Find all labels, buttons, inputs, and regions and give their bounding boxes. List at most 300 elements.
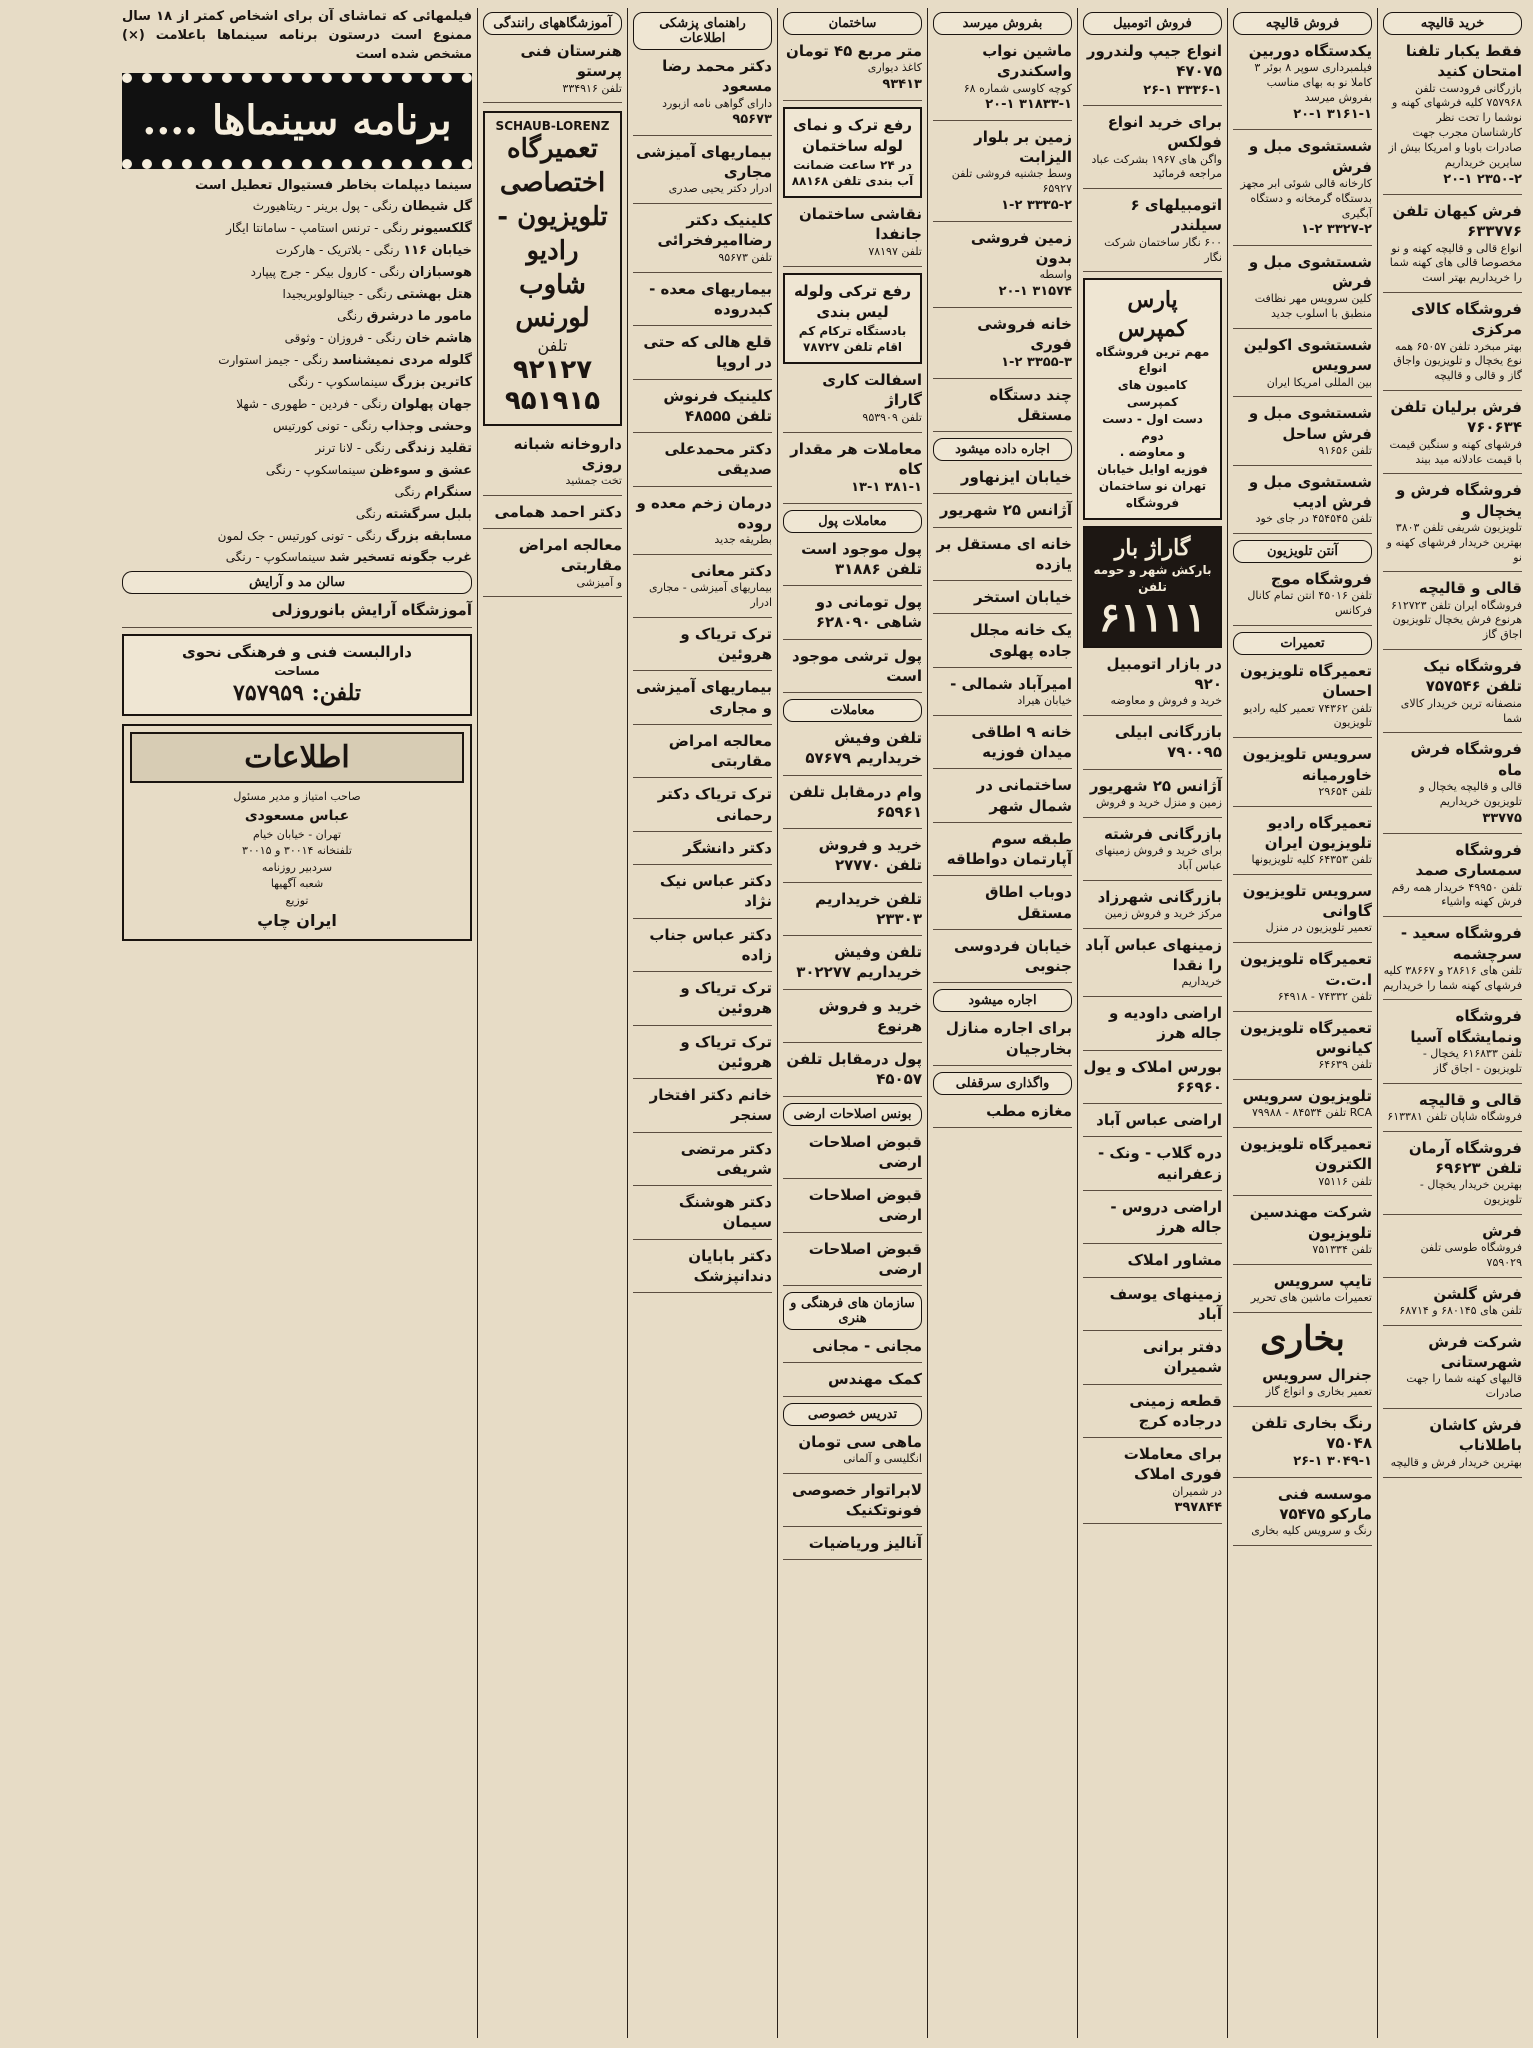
divider bbox=[933, 580, 1072, 581]
ad-title: آژانس ۲۵ شهریور bbox=[939, 501, 1072, 520]
ad-body: تلفن ۹۵۶۷۳ bbox=[718, 250, 772, 264]
cinema-entry bbox=[122, 286, 472, 304]
film-detail: رنگی - تونی کورتیس - جک لمون bbox=[217, 528, 382, 543]
classified-ad bbox=[783, 539, 922, 580]
film-title: عشق و سوءظن bbox=[369, 462, 472, 478]
ad-body: واسطه bbox=[1039, 268, 1072, 282]
masthead-row: سردبیر روزنامه bbox=[261, 860, 333, 874]
cinema-entry bbox=[122, 506, 472, 524]
schaub-phone: ۹۵۱۹۱۵ bbox=[504, 386, 601, 417]
divider bbox=[633, 1185, 772, 1186]
ad-list bbox=[633, 56, 772, 1293]
ad-title: دکتر هوشنگ سیمان bbox=[678, 1193, 772, 1232]
classified-ad bbox=[933, 620, 1072, 661]
ad-list bbox=[783, 204, 922, 266]
divider bbox=[1383, 571, 1522, 572]
ad-phone: ۲۳۵۰-۲ ۲۰-۱ bbox=[1443, 171, 1522, 187]
ad-list bbox=[1233, 569, 1372, 626]
section-header: بفروش میرسد bbox=[933, 12, 1072, 35]
divider bbox=[783, 1042, 922, 1043]
classified-ad bbox=[122, 600, 472, 620]
divider bbox=[1233, 129, 1372, 130]
column-carpet-buy bbox=[1377, 8, 1527, 2038]
ad-body: تلفن ۴۵۴۵۴۵ در جای خود bbox=[1255, 512, 1372, 526]
ad-body: بهترین خریدار یخچال - تلویزیون bbox=[1419, 1178, 1522, 1207]
divider bbox=[483, 528, 622, 529]
classified-ad bbox=[1083, 1197, 1222, 1238]
garage-line: بارکش شهر و حومه bbox=[1093, 563, 1212, 578]
divider bbox=[783, 935, 922, 936]
divider bbox=[783, 639, 922, 640]
ad-body: دارای گواهی نامه ازبورد bbox=[662, 96, 772, 110]
ad-title: خیابان ایزنهاور bbox=[960, 468, 1072, 487]
ad-title: شستشوی مبل و فرش bbox=[1248, 137, 1372, 176]
classified-ad bbox=[633, 439, 772, 480]
film-title: سنگرام bbox=[424, 484, 472, 500]
divider bbox=[1383, 194, 1522, 195]
ad-title: تایپ سرویس bbox=[1273, 1271, 1372, 1290]
ad-body: رنگ و سرویس کلیه بخاری bbox=[1251, 1524, 1372, 1538]
ad-title: ماهی سی تومان bbox=[798, 1432, 922, 1451]
classified-ad bbox=[1233, 813, 1372, 868]
divider bbox=[933, 1065, 1072, 1066]
film-title: خیابان ۱۱۶ bbox=[403, 243, 472, 259]
ad-body: تلفن ۷۵۱۱۶ bbox=[1318, 1174, 1372, 1188]
classified-ad bbox=[1083, 1003, 1222, 1044]
ad-body: تخت جمشید bbox=[565, 474, 622, 487]
ad-title: یکدستگاه دوربین bbox=[1248, 42, 1372, 60]
divider bbox=[1083, 996, 1222, 997]
ad-body: خرید و فروش و معاوضه bbox=[1110, 694, 1222, 708]
divider bbox=[1083, 1243, 1222, 1244]
divider bbox=[1383, 833, 1522, 834]
ad-title: طبقه سوم آپارتمان دواطاقه bbox=[946, 829, 1072, 869]
ad-list bbox=[933, 1018, 1072, 1066]
section-header: سازمان های فرهنگی و هنری bbox=[783, 1292, 922, 1330]
classified-ad bbox=[1233, 1202, 1372, 1257]
cinema-intro: فیلمهائی که تماشای آن برای اشخاص کمتر از ۱۸ سال ممنوع است درستون برنامه سینماها باعلامت (×) مشخص شده است bbox=[122, 9, 472, 62]
classified-ad bbox=[1233, 1134, 1372, 1189]
classified-ad bbox=[1233, 41, 1372, 123]
masthead-row: تلفنخانه ۳۰۰۱۴ و ۳۰۰۱۵ bbox=[242, 844, 352, 858]
ad-title: زمین بر بلوار الیزابت bbox=[974, 127, 1072, 167]
divider bbox=[783, 432, 922, 433]
ad-body: RCA تلفن ۸۴۵۳۴ - ۷۹۹۸۸ bbox=[1251, 1106, 1372, 1120]
divider bbox=[933, 982, 1072, 983]
divider bbox=[633, 1132, 772, 1133]
section-header: فروش قالیچه bbox=[1233, 12, 1372, 35]
section-header: راهنمای پزشکی اطلاعات bbox=[633, 12, 772, 50]
classified-ad bbox=[1233, 472, 1372, 527]
film-detail: رنگی bbox=[394, 484, 421, 499]
classified-ad bbox=[633, 925, 772, 966]
classified-ad bbox=[783, 1049, 922, 1090]
cinema-entry bbox=[122, 242, 472, 260]
divider bbox=[933, 875, 1072, 876]
classified-ad bbox=[933, 1101, 1072, 1121]
design-line: مساحت bbox=[274, 663, 320, 678]
divider bbox=[783, 1396, 922, 1397]
divider bbox=[1233, 245, 1372, 246]
ad-title: برای اجاره منازل بخارجیان bbox=[945, 1019, 1072, 1058]
ad-title: فروشگاه کالای مرکزی bbox=[1411, 300, 1522, 339]
ettelaat-masthead bbox=[122, 724, 472, 941]
divider bbox=[933, 378, 1072, 379]
classified-ad bbox=[1383, 656, 1522, 726]
ad-title: قطعه زمینی درجاده کرج bbox=[1129, 1391, 1222, 1430]
divider bbox=[1233, 806, 1372, 807]
pars-line: مهم ترین فروشگاه انواع bbox=[1095, 344, 1210, 376]
ad-title: بازرگانی شهرزاد bbox=[1097, 887, 1222, 906]
ad-body: تلفن ۷۸۱۹۷ bbox=[868, 244, 922, 258]
ad-title: دفتر برانی شمیران bbox=[1142, 1338, 1222, 1377]
divider bbox=[122, 627, 472, 628]
ad-body: بهترین خریدار فرش و قالیچه bbox=[1390, 1455, 1522, 1469]
section-header: معاملات پول bbox=[783, 510, 922, 533]
pars-line: کامیون های کمپرسی bbox=[1117, 378, 1188, 409]
ad-body: تلفن ۹۱۶۵۶ bbox=[1318, 443, 1372, 457]
classified-ad bbox=[1083, 1143, 1222, 1184]
divider bbox=[1383, 649, 1522, 650]
ad-body: بیماریهای آمیزشی - مجاری ادرار bbox=[649, 581, 772, 610]
divider bbox=[1083, 1384, 1222, 1385]
ad-list bbox=[483, 41, 622, 103]
ad-body: در شمیران bbox=[1172, 1484, 1222, 1498]
ad-title: بیماریهای معده - کبدروده bbox=[649, 279, 772, 318]
divider bbox=[783, 1473, 922, 1474]
ad-body: ادرار دکتر یحیی صدری bbox=[668, 182, 772, 196]
divider bbox=[1233, 1312, 1372, 1313]
section-header: بونس اصلاحات ارضی bbox=[783, 1103, 922, 1126]
divider bbox=[633, 831, 772, 832]
classified-ad bbox=[783, 835, 922, 876]
classified-ad bbox=[783, 942, 922, 983]
film-title: وحشی وجذاب bbox=[381, 418, 472, 434]
classified-ad bbox=[633, 871, 772, 912]
divider bbox=[483, 596, 622, 597]
column-auto bbox=[1077, 8, 1227, 2038]
ad-body: برای خرید و فروش زمینهای عباس آباد bbox=[1095, 843, 1222, 872]
section-header: تدریس خصوصی bbox=[783, 1403, 922, 1426]
divider bbox=[633, 1025, 772, 1026]
film-title: هوسبازان bbox=[408, 265, 472, 281]
ad-title: خیابان استخر bbox=[973, 588, 1072, 607]
classified-ad bbox=[1083, 1057, 1222, 1098]
section-header: واگذاری سرقفلی bbox=[933, 1072, 1072, 1095]
classified-ad bbox=[483, 41, 622, 96]
ad-phone: ۳۳۳۶-۱ ۲۶-۱ bbox=[1143, 82, 1222, 98]
schaub-brand: SCHAUB-LORENZ bbox=[495, 119, 610, 134]
film-detail: سینماسکوپ - رنگی bbox=[225, 550, 326, 565]
classified-ad bbox=[633, 784, 772, 825]
divider bbox=[1383, 999, 1522, 1000]
design-line: دارالبست فنی و فرهنگی نحوی bbox=[181, 642, 413, 661]
ad-body: تعمیر تلویزیون در منزل bbox=[1265, 921, 1372, 935]
classified-ad bbox=[1083, 1444, 1222, 1517]
garage-title: گاراژ بار bbox=[1114, 534, 1191, 561]
ad-phone: ۳۳۷۷۵ bbox=[1482, 810, 1522, 826]
classified-ad bbox=[1233, 569, 1372, 619]
ad-title: ترک تریاک و هروئین bbox=[680, 1032, 772, 1071]
box-line: در ۲۴ ساعت ضمانت آب بندی تلفن ۸۸۱۶۸ bbox=[791, 157, 914, 189]
divider bbox=[783, 989, 922, 990]
ad-title: هنرستان فنی پرستو bbox=[520, 42, 622, 81]
classified-ad bbox=[1083, 654, 1222, 709]
ad-title: تعمیرگاه تلویزیون احسان bbox=[1239, 662, 1372, 701]
divider bbox=[633, 379, 772, 380]
classified-ad bbox=[633, 1246, 772, 1287]
ad-title: شستشوی اکولین سرویس bbox=[1243, 336, 1372, 375]
classified-ad bbox=[783, 889, 922, 930]
pipe-repair-ad bbox=[783, 107, 922, 199]
divider bbox=[1083, 271, 1222, 272]
ad-phone: ۳۱۸۳۳-۱ ۲۰-۱ bbox=[985, 97, 1072, 113]
ad-title: متر مربع ۴۵ تومان bbox=[786, 42, 922, 60]
classified-ad bbox=[783, 996, 922, 1037]
ad-title: پول ترشی موجود است bbox=[792, 646, 922, 685]
ad-list bbox=[783, 370, 922, 503]
ad-title: ماشین نواب واسکندری bbox=[982, 42, 1072, 81]
divider bbox=[1233, 1195, 1372, 1196]
classified-ad bbox=[783, 1132, 922, 1173]
column-construction bbox=[777, 8, 927, 2038]
ad-body: فروشگاه طوسی تلفن ۷۵۹۰۲۹ bbox=[1420, 1241, 1522, 1270]
film-detail: سینماسکوپ - رنگی bbox=[265, 462, 366, 477]
ad-title: خانه فروشی فوری bbox=[977, 314, 1072, 353]
divider bbox=[1083, 715, 1222, 716]
classified-ad bbox=[933, 829, 1072, 870]
ad-title: فروشگاه سعید - سرچشمه bbox=[1400, 924, 1522, 963]
cinema-entry bbox=[122, 352, 472, 370]
ad-title: فرش bbox=[1482, 1221, 1522, 1240]
classified-ad bbox=[1383, 739, 1522, 827]
divider bbox=[933, 613, 1072, 614]
ad-title: بیماریهای آمیزشی و مجاری bbox=[635, 678, 772, 717]
ad-body: تلفن ۶۴۶۳۹ bbox=[1318, 1058, 1372, 1072]
classified-ad bbox=[1083, 195, 1222, 265]
classified-ad bbox=[1083, 776, 1222, 811]
film-title: غرب جگونه تسخیر شد bbox=[329, 550, 472, 566]
ad-title: امیرآباد شمالی - bbox=[950, 674, 1072, 693]
classified-ad bbox=[1383, 840, 1522, 910]
ad-list bbox=[1233, 41, 1372, 534]
classified-ad bbox=[1383, 1332, 1522, 1402]
ad-phone: ۳۰۴۹-۱ ۲۶-۱ bbox=[1293, 1454, 1372, 1470]
ad-title: فروشگاه نیک تلفن ۷۵۷۵۴۶ bbox=[1423, 657, 1522, 696]
ad-title: رنگ بخاری تلفن ۷۵۰۴۸ bbox=[1251, 1413, 1372, 1453]
classified-ad bbox=[933, 534, 1072, 575]
divider bbox=[783, 1362, 922, 1363]
divider bbox=[1233, 1545, 1372, 1546]
film-detail: رنگی bbox=[337, 309, 363, 324]
divider bbox=[933, 431, 1072, 432]
garage-phone-label: تلفن bbox=[1138, 579, 1167, 594]
classified-ad bbox=[633, 561, 772, 611]
divider bbox=[783, 1096, 922, 1097]
classified-ad bbox=[633, 677, 772, 718]
divider bbox=[1383, 390, 1522, 391]
divider bbox=[1083, 188, 1222, 189]
schaub-lorenz-ad bbox=[483, 111, 622, 425]
ad-list bbox=[1083, 41, 1222, 272]
pipe-repair-ad-2 bbox=[783, 273, 922, 365]
classified-ad bbox=[1383, 1006, 1522, 1076]
divider bbox=[1233, 1079, 1372, 1080]
ad-title: مجانی - مجانی bbox=[812, 1337, 922, 1356]
ad-body: وسط جشنیه فروشی تلفن ۶۵۹۲۷ bbox=[951, 167, 1072, 196]
classified-ad bbox=[1383, 1221, 1522, 1271]
ad-title: قلع هالی که حتی در اروپا bbox=[643, 333, 772, 372]
ad-body: انواع قالی و قالیچه کهنه و نو مخصوصا قالی های کهنه شما را خریداریم بهتر است bbox=[1389, 241, 1522, 285]
ad-title: ترک تریاک دکتر رحمانی bbox=[657, 785, 772, 824]
cinema-entry bbox=[122, 462, 472, 480]
ad-body: و آمیزشی bbox=[576, 575, 622, 589]
ad-list bbox=[1233, 1365, 1372, 1546]
ad-title: تعمیرگاه تلویزیون الکترون bbox=[1239, 1135, 1372, 1174]
ad-title: دکتر عباس جناب زاده bbox=[649, 925, 772, 964]
schaub-phone-label: تلفن bbox=[537, 336, 568, 356]
divider bbox=[633, 272, 772, 273]
ad-body: تلفن ۶۱۶۸۳۳ یخچال - تلویزیون - اجاق گاز bbox=[1422, 1046, 1522, 1075]
classified-ad bbox=[483, 434, 622, 489]
divider bbox=[1083, 817, 1222, 818]
divider bbox=[1083, 1277, 1222, 1278]
classified-ad bbox=[1083, 1250, 1222, 1270]
divider bbox=[633, 554, 772, 555]
classified-ad bbox=[933, 882, 1072, 923]
ad-title: کلینیک فرنوش تلفن ۴۸۵۵۵ bbox=[663, 386, 772, 425]
classified-ad bbox=[483, 502, 622, 522]
cinema-entry bbox=[122, 549, 472, 567]
classified-ad bbox=[1233, 949, 1372, 1004]
ad-title: ترک تریاک و هروئین bbox=[680, 979, 772, 1018]
classified-ad bbox=[1233, 1365, 1372, 1400]
masthead-row: عباس مسعودی bbox=[244, 807, 350, 824]
ad-body: بهتر مبخرد تلفن ۶۵۰۵۷ همه نوع یخچال و تلویزیون واجاق گاز و قالی و قالیچه bbox=[1393, 339, 1522, 383]
ad-body: تلفن ۴۵۰۱۶ انتن تمام کانال فرکانس bbox=[1247, 589, 1372, 618]
classified-ad bbox=[933, 500, 1072, 520]
ad-list bbox=[1083, 654, 1222, 1524]
ad-title: دکتر محمدعلی صدیقی bbox=[664, 440, 772, 479]
classified-ad bbox=[933, 467, 1072, 487]
ad-title: اراضی عباس آباد bbox=[1096, 1111, 1222, 1130]
classified-ad bbox=[1083, 935, 1222, 990]
ad-body: منصفانه ترین خریدار کالای شما bbox=[1400, 696, 1522, 725]
ad-title: خانه ۹ اطاقی میدان فوزیه bbox=[971, 722, 1072, 762]
cinema-banner: برنامه سینماها .... bbox=[122, 73, 472, 169]
classified-ad bbox=[1083, 722, 1222, 763]
classified-ad bbox=[1233, 881, 1372, 936]
classified-ad bbox=[783, 592, 922, 633]
classified-ad bbox=[1233, 661, 1372, 731]
classified-ad bbox=[633, 1085, 772, 1126]
section-header: فروش اتومبیل bbox=[1083, 12, 1222, 35]
classified-ad bbox=[483, 535, 622, 590]
classified-ad bbox=[1383, 923, 1522, 993]
divider bbox=[1083, 1103, 1222, 1104]
pars-title: پارس کمپرس bbox=[1118, 287, 1187, 343]
divider bbox=[1233, 1127, 1372, 1128]
film-detail: رنگی - بلاتریک - هارکرت bbox=[275, 243, 400, 258]
divider bbox=[633, 135, 772, 136]
ad-body: فیلمبرداری سوپر ۸ بوئر ۳ کاملا نو به بهای مناسب بفروش میرسد bbox=[1254, 61, 1372, 104]
divider bbox=[783, 1178, 922, 1179]
film-title: گلوله مردی نمیشناسد bbox=[331, 353, 472, 369]
film-title: بلبل سرگشته bbox=[385, 506, 472, 522]
ad-title: شستشوی مبل و فرش ساحل bbox=[1248, 404, 1372, 443]
ad-title: پول موجود است تلفن ۳۱۸۸۶ bbox=[801, 539, 922, 578]
classified-ad bbox=[1083, 1391, 1222, 1432]
divider bbox=[783, 1285, 922, 1286]
heater-heading: بخاری bbox=[1260, 1318, 1345, 1359]
divider bbox=[783, 1232, 922, 1233]
ad-title: وام درمقابل تلفن ۶۵۹۶۱ bbox=[788, 782, 922, 821]
ad-title: اراضی داودیه و جاله هرز bbox=[1109, 1004, 1222, 1043]
ad-title: آژانس ۲۵ شهریور bbox=[1089, 776, 1222, 795]
ad-title: اراضی دروس - جاله هرز bbox=[1110, 1197, 1222, 1237]
section-header: اجاره میشود bbox=[933, 989, 1072, 1012]
divider bbox=[1083, 1050, 1222, 1051]
classified-ad bbox=[933, 775, 1072, 816]
cinema-entry bbox=[122, 177, 472, 195]
ad-body: تلفن های ۶۸۰۱۴۵ و ۶۸۷۱۴ bbox=[1399, 1304, 1522, 1318]
ad-title: دکتر معانی bbox=[690, 561, 772, 580]
film-detail: رنگی - تونی کورتیس bbox=[272, 418, 378, 433]
ad-list bbox=[783, 728, 922, 1097]
ad-list bbox=[483, 434, 622, 598]
divider bbox=[1383, 1477, 1522, 1478]
ad-phone: ۹۵۶۷۳ bbox=[732, 112, 772, 128]
film-title: مامور ما درشرق bbox=[366, 309, 472, 325]
ad-title: قالی و قالیچه bbox=[1418, 579, 1522, 598]
cinema-entry bbox=[122, 264, 472, 282]
column-medical bbox=[627, 8, 777, 2038]
ad-title: زمین فروشی بدون bbox=[970, 228, 1072, 267]
ad-title: دکتر بابایان دندانپزشک bbox=[688, 1246, 772, 1285]
schaub-line: تلویزیون - رادیو bbox=[497, 201, 608, 266]
cinema-list bbox=[122, 177, 472, 568]
divider bbox=[783, 882, 922, 883]
classified-ad bbox=[783, 370, 922, 425]
divider bbox=[483, 495, 622, 496]
divider bbox=[1233, 737, 1372, 738]
ad-body: قالی و قالیچه یخچال و تلویزیون خریداریم bbox=[1419, 779, 1522, 808]
ad-list bbox=[933, 467, 1072, 983]
ad-title: فرش کیهان تلفن ۶۳۳۷۷۶ bbox=[1392, 202, 1522, 241]
box-title: رفع ترکی ولوله لیس بندی bbox=[793, 281, 912, 321]
ad-body: کاغذ دیواری bbox=[867, 61, 922, 75]
film-detail: رنگی - فردین - طهوری - شهلا bbox=[236, 396, 388, 411]
ad-title: زمینهای عباس آباد را نقدا bbox=[1085, 935, 1222, 974]
ad-phone: ۳۱۶۱-۱ ۲۰-۱ bbox=[1293, 106, 1372, 122]
classified-ad bbox=[1083, 1337, 1222, 1378]
ad-title: موسسه فنی مارکو ۷۵۴۷۵ bbox=[1277, 1484, 1372, 1524]
classified-ad bbox=[1083, 41, 1222, 99]
ad-body: تلفن های ۲۸۶۱۶ و ۳۸۶۶۷ کلیه فرشهای کهنه شما را خریداریم bbox=[1383, 963, 1522, 992]
classified-ad bbox=[783, 41, 922, 94]
film-detail: رنگی bbox=[355, 506, 382, 521]
divider bbox=[633, 1078, 772, 1079]
cinema-entry bbox=[122, 440, 472, 458]
divider bbox=[933, 768, 1072, 769]
ad-title: خانه ای مستقل بر یازده bbox=[936, 534, 1072, 573]
ad-title: تعمیرگاه رادیو تلویزیون ایران bbox=[1264, 813, 1372, 852]
ad-body: فرشهای کهنه و سنگین قیمت با قیمت عادلانه مید بیند bbox=[1389, 437, 1522, 466]
classified-ad bbox=[633, 624, 772, 665]
ad-title: تلویزیون سرویس bbox=[1242, 1086, 1372, 1105]
divider bbox=[633, 203, 772, 204]
divider bbox=[783, 692, 922, 693]
